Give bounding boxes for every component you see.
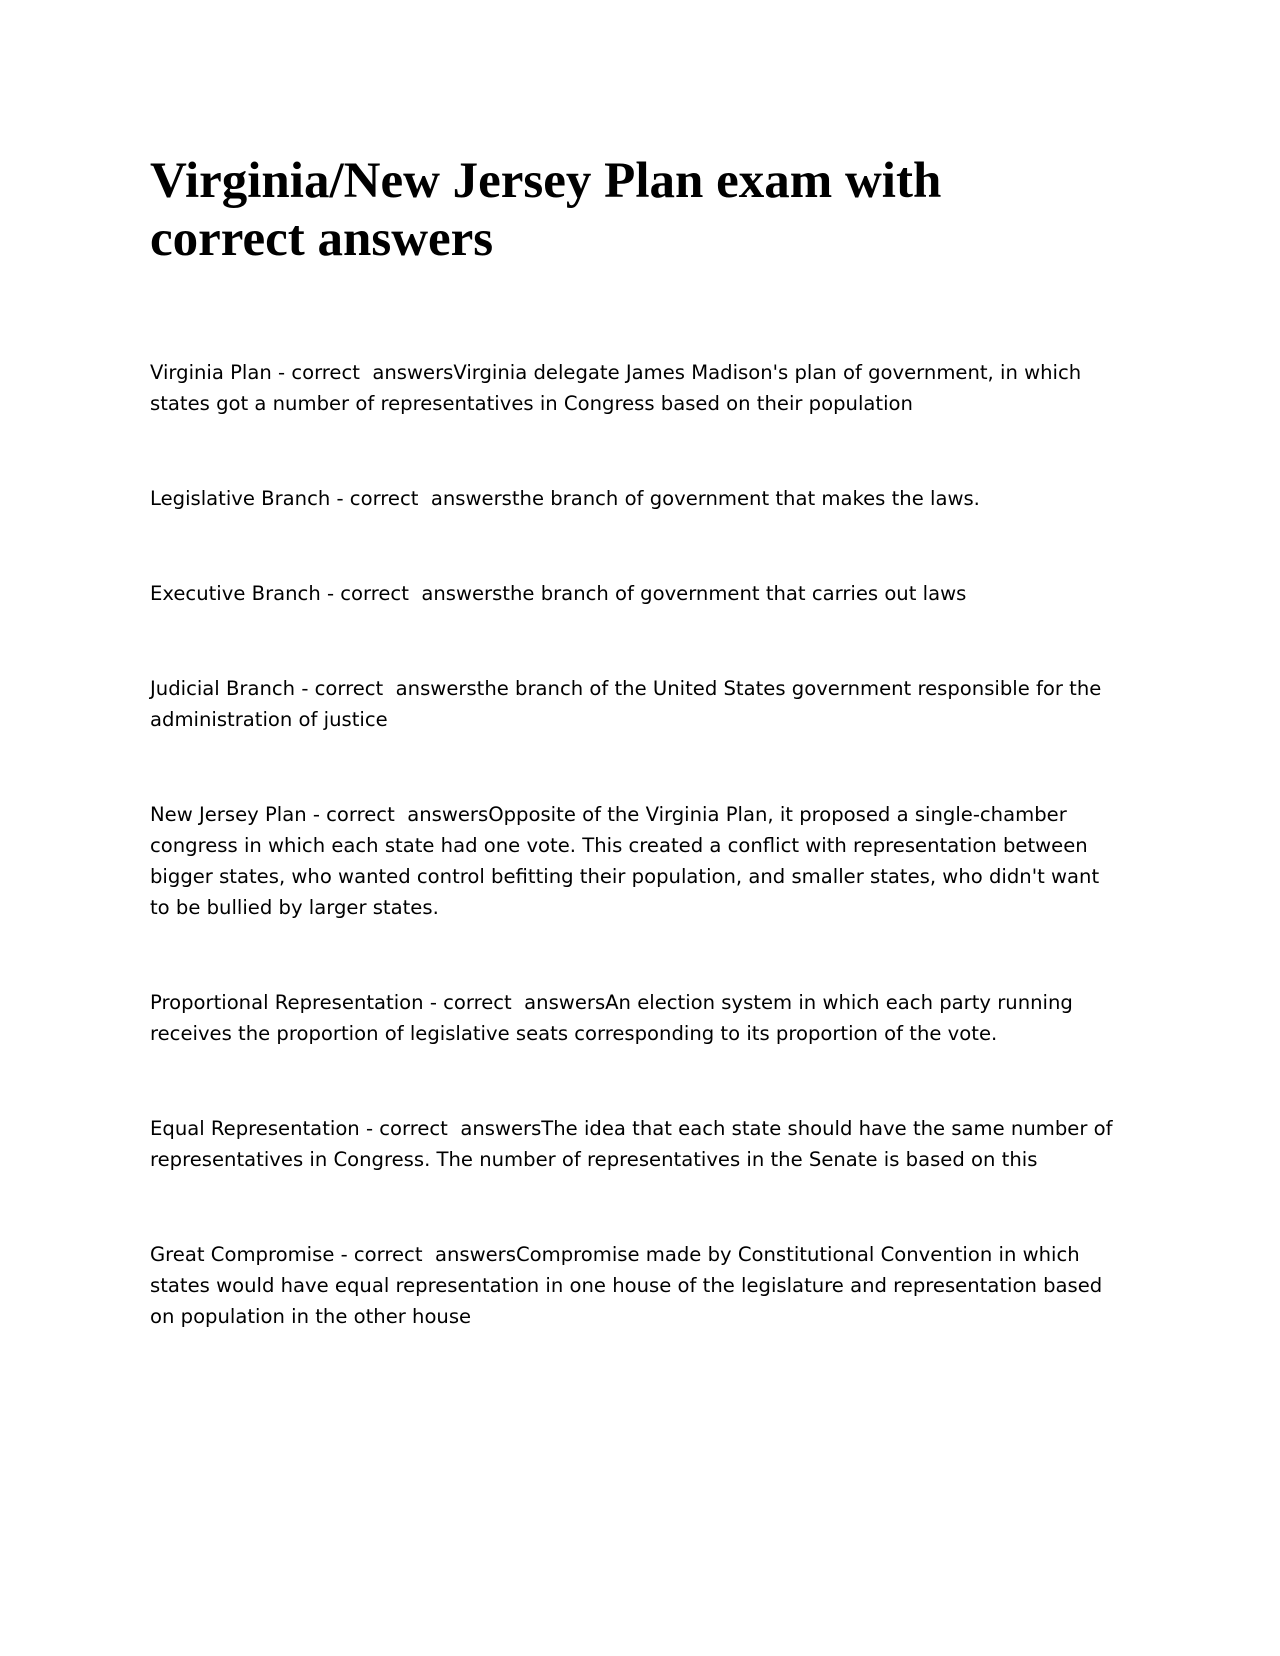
qa-item-new-jersey-plan: New Jersey Plan - correct answersOpposite of the Virginia Plan, it proposed a single-chamber congress in which each state had one vote. This created a conflict with representation between bigger states, who wanted control befitting their population, and smaller states, who didn't want to be bullied by larger states. [150,803,1106,919]
qa-item-proportional-representation: Proportional Representation - correct answersAn election system in which each party running receives the proportion of legislative seats corresponding to its proportion of the vote. [150,991,1080,1045]
qa-item-legislative-branch: Legislative Branch - correct answersthe branch of government that makes the laws. [150,487,980,510]
qa-item-equal-representation: Equal Representation - correct answersThe idea that each state should have the same number of representatives in Congress. The number of representatives in the Senate is based on this [150,1117,1119,1171]
qa-item-judicial-branch: Judicial Branch - correct answersthe branch of the United States government responsible for the administration of justice [150,677,1108,731]
qa-item-executive-branch: Executive Branch - correct answersthe branch of government that carries out laws [150,582,967,605]
qa-item-great-compromise: Great Compromise - correct answersCompromise made by Constitutional Convention in which states would have equal representation in one house of the legislature and representation based on population in the other house [150,1243,1109,1328]
document-title: Virginia/New Jersey Plan exam with correct answers [150,153,942,267]
question-answer-list [150,357,1119,1396]
qa-item-virginia-plan: Virginia Plan - correct answersVirginia delegate James Madison's plan of government, in which states got a number of representatives in Congress based on their population [150,361,1088,415]
